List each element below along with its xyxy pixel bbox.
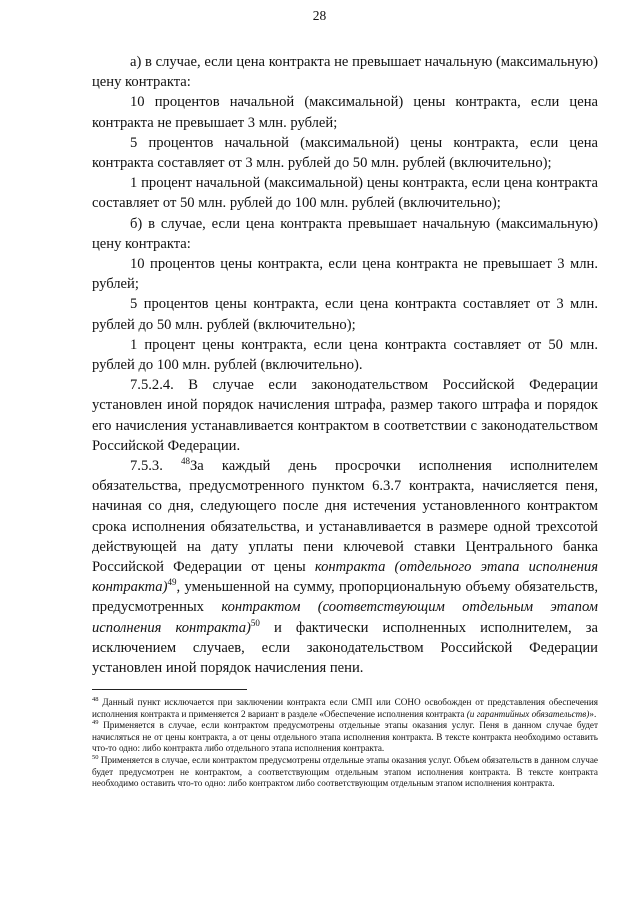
paragraph-7-5-2-4: 7.5.2.4. В случае если законодательством Российской Федерации установлен иной порядок начисления штрафа, размер такого штрафа и порядок его начисления устанавливается контрактом в соответствии с законодательством Российской Федерации. [92,377,598,454]
footnote-ref-50[interactable]: 50 [250,617,260,628]
footnote-text: Применяется в случае, если контрактом предусмотрены отдельные этапы оказания услуг. Объем обязательств в данном случае будет предусмотрен не контрактом, а соответствующим отдельным этапом исполнения контракта. В тексте контракта необходимо оставить что-то одно: либо контрактом либо соответствующим отдельным этапом исполнения контракта. [92,754,598,789]
footnote-ref-48[interactable]: 48 [180,456,190,467]
footnote-tail: ». [589,708,597,719]
clause-number: 7.5.3. [130,458,163,475]
paragraph-b-item-3: 1 процент цены контракта, если цена контракта составляет от 50 млн. рублей до 100 млн. рублей (включительно). [92,336,598,374]
clause-text: , уменьшенной на сумму, пропорциональную объему обязательств, предусмотренных [92,579,598,616]
footnotes [92,697,598,790]
paragraph-a-item-3: 1 процент начальной (максимальной) цены контракта, если цена контракта составляет от 50 млн. рублей до 100 млн. рублей (включительно); [92,175,598,212]
clause-italic-text: контрактом (соответствующим отдельным этапом исполнения контракта) [92,599,599,636]
footnote-text: Применяется в случае, если контрактом предусмотрены отдельные этапы оказания услуг. Пеня в данном случае будет начисляться не от цены контракта, а от цены отдельного этапа исполнения контракта. В тексте контракта необходимо оставить что-то одно: либо контракта либо отдельного этапа исполнения контракта. [92,720,598,754]
clause-text: За каждый день просрочки исполнения исполнителем обязательства, предусмотренного пунктом 6.3.7 контракта, начисляется пеня, начиная со дня, следующего после дня истечения установленного контрактом срока исполнения обязательства, и устанавливается в размере одной трехсотой действующей на дату уплаты пени ключевой ставки Центрального банка Российской Федерации от цены [92,458,598,576]
paragraph-a-item-1: 10 процентов начальной (максимальной) цены контракта, если цена контракта не превышает 3 млн. рублей; [92,94,598,131]
paragraph-a-item-2: 5 процентов начальной (максимальной) цены контракта, если цена контракта составляет от 3 млн. рублей до 50 млн. рублей (включительно); [92,134,598,172]
footnote-ref-49[interactable]: 49 [167,577,177,588]
clause-italic-text: контракта (отдельного этапа исполнения контракта) [92,559,598,596]
paragraph-b-item-1: 10 процентов цены контракта, если цена контракта не превышает 3 млн. рублей; [92,256,598,293]
footnote-49 [92,720,598,755]
body-text [92,52,598,678]
footnote-italic-text: (и гарантийных обязательств) [466,708,590,719]
clause-text: и фактически исполненных исполнителем, за исключением случаев, если законодательством Российской Федерации установлен иной порядок начисления пени. [92,619,598,677]
footnote-text: Данный пункт исключается при заключении контракта если СМП или СОНО освобожден от представления обеспечения исполнения контракта и применяется 2 вариант в разделе «Обеспечение исполнения контракта [92,697,598,719]
paragraph-a-intro: а) в случае, если цена контракта не превышает начальную (максимальную) цену контракта: [92,54,598,91]
paragraph-7-5-3 [92,456,598,678]
footnote-separator [92,689,247,690]
footnote-48 [92,697,598,720]
footnote-number: 50 [92,753,99,761]
page-number: 28 [312,8,327,23]
footnote-number: 48 [92,695,99,703]
footnote-number: 49 [92,719,99,727]
paragraph-b-item-2: 5 процентов цены контракта, если цена контракта составляет от 3 млн. рублей до 50 млн. рублей (включительно); [92,296,598,333]
footnote-50 [92,755,598,790]
paragraph-b-intro: б) в случае, если цена контракта превышает начальную (максимальную) цену контракта: [92,215,598,252]
